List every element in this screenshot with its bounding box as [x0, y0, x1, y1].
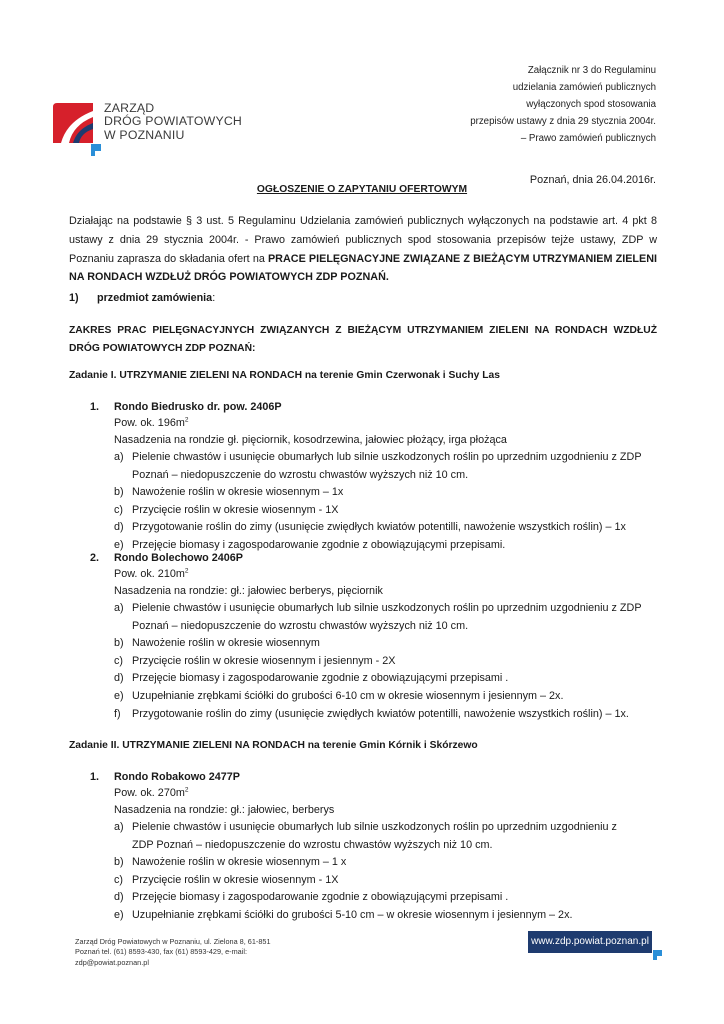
- area-superscript: 2: [184, 416, 189, 424]
- org-name-line1: ZARZĄD: [104, 101, 155, 115]
- footer-email[interactable]: zdp@powiat.poznan.pl: [75, 957, 149, 967]
- scope-heading: ZAKRES PRAC PIELĘGNACYJNYCH ZWIĄZANYCH Z BIEŻĄCYM UTRZYMANIEM ZIELENI NA RONDACH WZDŁUŻ DRÓG POWIATOWYCH ZDP POZNAŃ:: [69, 325, 657, 355]
- item-letter: a): [114, 451, 124, 463]
- list-item: [114, 635, 674, 653]
- rondo-area: [114, 417, 188, 429]
- list-item: [114, 819, 674, 854]
- list-item: [114, 519, 674, 537]
- area-text: Pow. ok. 196m: [114, 417, 185, 429]
- rondo-title: Rondo Bolechowo 2406P: [114, 552, 243, 564]
- annex-line: przepisów ustawy z dnia 29 stycznia 2004r.: [470, 115, 656, 127]
- section-label: przedmiot zamówienia: [97, 292, 213, 304]
- list-item: [114, 889, 674, 907]
- org-name-line3: W POZNANIU: [104, 127, 185, 142]
- place-date: Poznań, dnia 26.04.2016r.: [529, 174, 656, 186]
- rondo-plants: Nasadzenia na rondzie: gł.: jałowiec berberys, pięciornik: [114, 585, 383, 597]
- rondo-area: [114, 787, 188, 799]
- org-name: [104, 102, 242, 142]
- item-text-cont: Poznań – niedopuszczenie do wzrostu chwastów wyższych niż 10 cm.: [132, 619, 469, 632]
- rondo-number: 1.: [90, 771, 100, 783]
- annex-line: Załącznik nr 3 do Regulaminu: [527, 65, 656, 76]
- item-letter: a): [114, 821, 124, 833]
- section-colon: :: [212, 292, 216, 304]
- item-text: Pielenie chwastów i usunięcie obumarłych lub silnie uszkodzonych roślin po uprzednim uzgodnieniu z ZDP: [132, 602, 642, 614]
- list-item: [114, 670, 674, 688]
- intro-bold-text: PRACE PIELĘGNACYJNE ZWIĄZANE Z BIEŻĄCYM UTRZYMANIEM ZIELENI NA RONDACH WZDŁUŻ DRÓG POWIATOWYCH ZDP POZNAŃ.: [69, 252, 657, 284]
- item-text: Przygotowanie roślin do zimy (usunięcie zwiędłych kwiatów potentilli, nawożenie wszystkich roślin) – 1x.: [132, 707, 629, 720]
- item-text: Uzupełnianie zrębkami ściółki do grubości 5-10 cm – w okresie wiosennym i jesiennym – 2x.: [132, 908, 573, 921]
- task-list: [114, 600, 674, 723]
- item-text: Przejęcie biomasy i zagospodarowanie zgodnie z obowiązującymi przepisami .: [132, 672, 509, 685]
- annex-note: [470, 63, 656, 148]
- logo-accent-icon: [91, 144, 101, 156]
- item-letter: b): [114, 486, 124, 499]
- area-text: Pow. ok. 210m: [114, 568, 185, 580]
- item-text: Nawożenie roślin w okresie wiosennym – 1 x: [132, 856, 347, 869]
- area-superscript: 2: [184, 786, 189, 794]
- task-list: [114, 819, 674, 925]
- item-text: Uzupełnianie zrębkami ściółki do grubości 6-10 cm w okresie wiosennym i jesiennym – 2x.: [132, 689, 564, 702]
- list-item: [114, 706, 674, 724]
- intro-text: Działając na podstawie § 3 ust. 5 Regulaminu Udzielania zamówień publicznych wyłączonych na podstawie art. 4 pkt 8 ustawy z dnia 29 stycznia 2004r. - Prawo zamówień publicznych spod stosowania przepisów tejże ustawy, ZDP w Poznaniu zaprasza do składania ofert na: [69, 215, 657, 265]
- item-text: Nawożenie roślin w okresie wiosennym – 1x: [132, 486, 344, 499]
- rondo-title: Rondo Robakowo 2477P: [114, 771, 240, 783]
- list-item: [114, 907, 674, 925]
- item-letter: f): [114, 707, 121, 720]
- footer-line: Zarząd Dróg Powiatowych w Poznaniu, ul. Zielona 8, 61-851: [75, 937, 271, 946]
- annex-line: wyłączonych spod stosowania: [526, 98, 656, 110]
- item-letter: e): [114, 538, 124, 551]
- item-text: Przygotowanie roślin do zimy (usunięcie zwiędłych kwiatów potentilli, nawożenie wszystkich roślin) – 1x: [132, 521, 626, 534]
- item-letter: b): [114, 856, 124, 869]
- org-name-line2: DRÓG POWIATOWYCH: [104, 114, 243, 129]
- item-text: Nawożenie roślin w okresie wiosennym: [132, 637, 320, 650]
- item-text: Przycięcie roślin w okresie wiosennym - 1X: [132, 873, 339, 886]
- document-title: OGŁOSZENIE O ZAPYTANIU OFERTOWYM: [256, 184, 468, 195]
- list-item: [114, 502, 674, 520]
- intro-paragraph: [69, 212, 657, 287]
- item-text-cont: Poznań – niedopuszczenie do wzrostu chwastów wyższych niż 10 cm.: [132, 468, 469, 481]
- footer-address: [75, 937, 271, 968]
- item-letter: e): [114, 689, 124, 702]
- area-text: Pow. ok. 270m: [114, 787, 185, 799]
- rondo-plants: Nasadzenia na rondzie gł. pięciornik, kosodrzewina, jałowiec płożący, irga płożąca: [114, 434, 507, 446]
- item-text: Przejęcie biomasy i zagospodarowanie zgodnie z obowiązującymi przepisami.: [132, 538, 506, 551]
- section-number: 1): [69, 292, 79, 304]
- item-text: Pielenie chwastów i usunięcie obumarłych lub silnie uszkodzonych roślin po uprzednim uzgodnieniu z ZDP: [132, 451, 642, 463]
- rondo-number: 2.: [90, 552, 100, 564]
- list-item: [114, 484, 674, 502]
- list-item: [114, 600, 674, 635]
- footer-website-link[interactable]: www.zdp.powiat.poznan.pl: [528, 931, 652, 953]
- rondo-area: [114, 568, 188, 580]
- list-item: [114, 653, 674, 671]
- rondo-title: Rondo Biedrusko dr. pow. 2406P: [114, 401, 282, 413]
- item-text: Pielenie chwastów i usunięcie obumarłych lub silnie uszkodzonych roślin po uprzednim uzgodnieniu z: [132, 821, 617, 833]
- item-letter: c): [114, 503, 123, 516]
- item-letter: d): [114, 891, 124, 904]
- footer-accent-icon: [653, 950, 662, 960]
- section-1-heading: [69, 292, 215, 304]
- item-letter: e): [114, 908, 124, 921]
- list-item: [114, 688, 674, 706]
- footer-line: Poznań tel. (61) 8593-430, fax (61) 8593-429, e-mail:: [75, 947, 247, 957]
- zadanie-1-title: Zadanie I. UTRZYMANIE ZIELENI NA RONDACH na terenie Gmin Czerwonak i Suchy Las: [69, 370, 501, 381]
- task-list: [114, 449, 674, 555]
- list-item: [114, 872, 674, 890]
- rondo-plants: Nasadzenia na rondzie: gł.: jałowiec, berberys: [114, 804, 335, 816]
- zdp-logo-mark: [53, 103, 93, 143]
- item-text: Przycięcie roślin w okresie wiosennym - 1X: [132, 503, 339, 516]
- item-letter: d): [114, 672, 124, 685]
- list-item: [114, 854, 674, 872]
- item-letter: c): [114, 654, 123, 667]
- item-letter: b): [114, 637, 124, 650]
- area-superscript: 2: [184, 567, 189, 575]
- item-letter: d): [114, 521, 124, 534]
- item-text: Przejęcie biomasy i zagospodarowanie zgodnie z obowiązującymi przepisami .: [132, 891, 509, 904]
- annex-line: udzielania zamówień publicznych: [512, 81, 656, 93]
- zadanie-2-title: Zadanie II. UTRZYMANIE ZIELENI NA RONDACH na terenie Gmin Kórnik i Skórzewo: [69, 740, 478, 751]
- item-text: Przycięcie roślin w okresie wiosennym i jesiennym - 2X: [132, 654, 396, 667]
- rondo-number: 1.: [90, 401, 100, 413]
- item-letter: c): [114, 873, 123, 886]
- list-item: [114, 449, 674, 484]
- item-text-cont: ZDP Poznań – niedopuszczenie do wzrostu chwastów wyższych niż 10 cm.: [132, 838, 493, 851]
- item-letter: a): [114, 602, 124, 614]
- annex-line: – Prawo zamówień publicznych: [520, 132, 656, 144]
